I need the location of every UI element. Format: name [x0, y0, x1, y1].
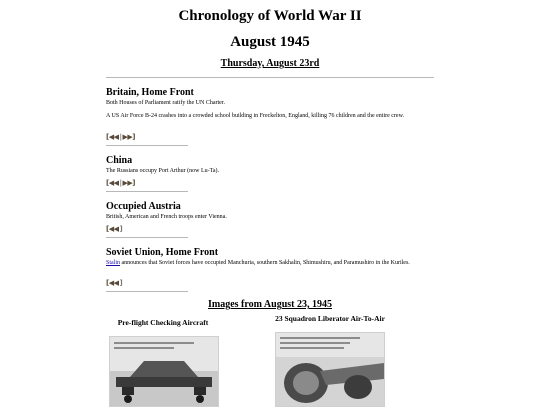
section-paragraph: A US Air Force B-24 crashes into a crowded school building in Freckelton, England, killing 76 children and the entire crew. [106, 113, 405, 119]
aircraft-photo-graphic [110, 337, 218, 406]
image-caption: 23 Squadron Liberator Air-To-Air [275, 314, 385, 323]
section-soviet-union-home-front [106, 247, 436, 267]
nav-separator: | [119, 179, 122, 187]
section-china [106, 155, 436, 175]
first-day-link[interactable]: [◀◀ [106, 225, 119, 233]
date-heading: Thursday, August 23rd [220, 58, 320, 69]
section-paragraph: The Russians occupy Port Arthur (now Lu-Ta). [106, 168, 220, 174]
first-day-link[interactable]: [◀◀ [106, 279, 119, 287]
section-occupied-austria [106, 201, 436, 221]
last-day-link[interactable]: ▶▶] [122, 179, 135, 187]
section-britain-home-front [106, 87, 436, 120]
day-navigation [106, 279, 123, 287]
section-title: Britain, Home Front [106, 87, 194, 98]
photo-liberator-air-to-air[interactable] [275, 332, 385, 407]
section-divider [106, 291, 188, 292]
day-navigation [106, 179, 135, 187]
section-title: Soviet Union, Home Front [106, 247, 219, 258]
image-caption: Pre-flight Checking Aircraft [117, 318, 209, 327]
section-divider [106, 237, 188, 238]
day-navigation [106, 133, 135, 141]
section-title: China [106, 155, 133, 166]
section-paragraph: Both Houses of Parliament ratify the UN Charter. [106, 100, 225, 106]
aircraft-photo-graphic [276, 333, 384, 406]
section-paragraph-text: announces that Soviet forces have occupied Manchuria, southern Sakhalin, Shimushiru, and Paramushiro in the Kuriles. [120, 260, 410, 266]
section-title: Occupied Austria [106, 201, 181, 212]
section-paragraph [106, 259, 436, 267]
first-day-link[interactable]: [◀◀ [106, 133, 119, 141]
section-paragraph: British, American and French troops enter Vienna. [106, 214, 227, 220]
last-day-link[interactable]: ▶▶] [122, 133, 135, 141]
first-day-link[interactable]: [◀◀ [106, 179, 119, 187]
nav-bracket: ] [119, 279, 123, 287]
month-title: August 1945 [230, 34, 310, 50]
top-divider [106, 77, 434, 78]
stalin-link[interactable]: Stalin [106, 260, 121, 266]
photo-preflight-aircraft[interactable] [109, 336, 219, 407]
day-navigation [106, 225, 123, 233]
section-divider [106, 145, 188, 146]
nav-bracket: ] [119, 225, 123, 233]
nav-separator: | [119, 133, 122, 141]
images-heading[interactable]: Images from August 23, 1945 [208, 299, 332, 310]
site-title: Chronology of World War II [178, 8, 362, 24]
section-divider [106, 191, 188, 192]
